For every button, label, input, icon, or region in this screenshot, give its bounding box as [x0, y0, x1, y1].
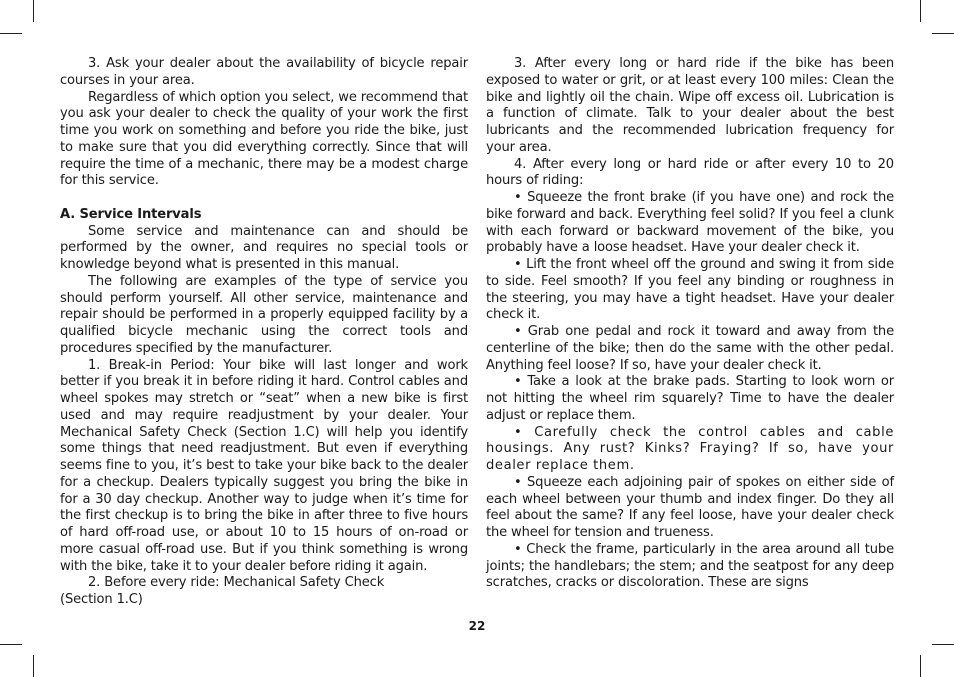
crop-mark-top-right-vertical	[920, 0, 921, 22]
crop-mark-bottom-right-vertical	[920, 655, 921, 677]
bullet-item-6: • Squeeze each adjoining pair of spokes on either side of each wheel between your thumb and index finger. Do they all feel about the same? If any feel loose, have your dealer check the wheel for tension and trueness.	[486, 474, 894, 540]
bullet-item-2: • Lift the front wheel off the ground and swing it from side to side. Feel smooth? If you feel any binding or roughness in the steering, you may have a tight headset. Have your dealer check it.	[486, 257, 894, 323]
left-paragraph-1: 3. Ask your dealer about the availability of bicycle repair courses in your area.	[60, 56, 468, 88]
left-paragraph-6: 2. Before every ride: Mechanical Safety Check	[88, 575, 385, 591]
left-paragraph-6-continued: (Section 1.C)	[60, 592, 143, 607]
left-paragraph-3: Some service and maintenance can and should be performed by the owner, and requires no special tools or knowledge beyond what is presented in this manual.	[60, 223, 468, 272]
bullet-item-1: • Squeeze the front brake (if you have one) and rock the bike forward and back. Everything feel solid? If you feel a clunk with each forward or backward movement of the bike, you probably have a loose headset. Have your dealer check it.	[486, 190, 894, 256]
bullet-item-4: • Take a look at the brake pads. Starting to look worn or not hitting the wheel rim squarely? Time to have the dealer adjust or replace them.	[486, 374, 894, 423]
spacer	[60, 190, 468, 207]
left-paragraph-5: 1. Break-in Period: Your bike will last longer and work better if you break it in before riding it hard. Control cables and wheel spokes may stretch or “seat” when a new bike is first used and may require readjustment by your dealer. Your Mechanical Safety Check (Section 1.C) will help you identify some things that need readjustment. But even if everything seems fine to you, it’s best to take your bike back to the dealer for a checkup. Dealers typically suggest you bring the bike in for a 30 day checkup. Another way to judge when it’s time for the first checkup is to bring the bike in after three to five hours of hard off-road use, or about 10 to 15 hours of on-road or more casual off-road use. But if you think something is wrong with the bike, take it to your dealer before riding it again.	[60, 357, 468, 574]
crop-mark-top-left-horizontal	[0, 33, 22, 34]
section-heading: A. Service Intervals	[60, 206, 202, 222]
crop-mark-bottom-left-horizontal	[0, 644, 22, 645]
bullet-item-3: • Grab one pedal and rock it toward and away from the centerline of the bike; then do the same with the other pedal. Anything feel loose? If so, have your dealer check it.	[486, 324, 894, 373]
crop-mark-bottom-right-horizontal	[932, 644, 954, 645]
left-paragraph-2: Regardless of which option you select, we recommend that you ask your dealer to check the quality of your work the first time you work on something and before you ride the bike, just to make sure that you did everything correctly. Since that will require the time of a mechanic, there may be a modest charge for this service.	[60, 89, 468, 189]
right-column	[486, 56, 894, 592]
right-paragraph-2: 4. After every long or hard ride or after every 10 to 20 hours of riding:	[486, 156, 894, 189]
crop-mark-bottom-left-vertical	[33, 655, 34, 677]
page-number: 22	[468, 619, 486, 633]
bullet-item-7: • Check the frame, particularly in the area around all tube joints; the handlebars; the stem; and the seatpost for any deep scratches, cracks or discoloration. These are signs	[486, 541, 894, 591]
crop-mark-top-right-horizontal	[932, 33, 954, 34]
bullet-item-5: • Carefully check the control cables and cable housings. Any rust? Kinks? Fraying? If so, have your dealer replace them.	[486, 424, 894, 473]
left-paragraph-4: The following are examples of the type of service you should perform yourself. All other service, maintenance and repair should be performed in a properly equipped facility by a qualified bicycle mechanic using the correct tools and procedures specified by the manufacturer.	[60, 273, 468, 356]
right-paragraph-1: 3. After every long or hard ride if the bike has been exposed to water or grit, or at least every 100 miles: Clean the bike and lightly oil the chain. Wipe off excess oil. Lubrication is a function of climate. Talk to your dealer about the best lubricants and the recommended lubrication frequency for your area.	[486, 56, 894, 155]
crop-mark-top-left-vertical	[33, 0, 34, 22]
left-column	[60, 56, 468, 609]
